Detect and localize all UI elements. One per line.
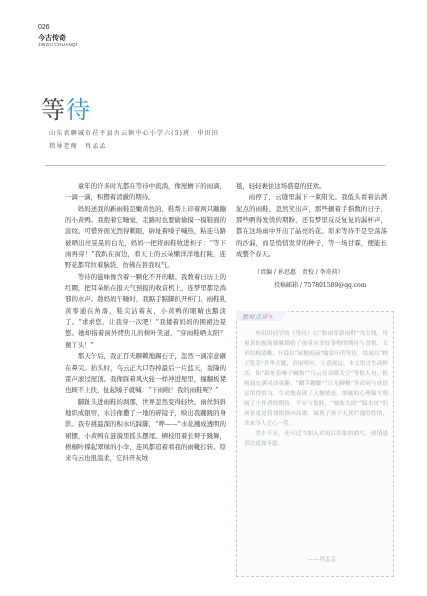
paragraph: 等待的滋味像含着一颗化不开的糖。我数着日历上的红圈，把耳朵贴在报天气预报的收音机上，连梦里都是淌邪的水声。趁妈妈午睡时，我踮手踮脚扒开柜门，雨鞋乳黄零通在角落，鞋尖沾着灰，小黄鸭的眼睛也黯淡了。“求求您，让我穿一次吧！”我搂着妈妈的围裙边晃悠。她却指着窗外烤焦儿的树叶笑道，“穿雨鞋晒太阳？傻丫头！” bbox=[65, 272, 226, 349]
editor-credit: （责编 / 孙思惠 责校 / 李奇荷） bbox=[254, 269, 344, 276]
pen-icon: ✎ bbox=[268, 314, 274, 321]
review-title-text: 教师点评 bbox=[242, 314, 269, 321]
divider bbox=[45, 165, 385, 166]
author-line: 山东省聊城市茌平县古云镇中心小学六(5)班 申田田 bbox=[49, 130, 219, 137]
review-signature: ——肖孟孟 bbox=[308, 557, 336, 563]
paragraph: 那天午后，我正百无聊赖地踢石子，忽然一滴凉意砸在鼻尖。抬头时，乌云正大口吞掉最后一片蓝天，轰隆的雷声滚过屋顶。我像踩着风火轮一样冲进屋里，撞翻板凳也顾不上扶，扯起嗓子就喊：“下雨啦！我的雨鞋呢？” bbox=[65, 352, 226, 395]
page-number: 026 bbox=[38, 24, 50, 31]
review-paragraph: 美中不足，还可适当加入对雨后景象的描写，使情感表达更加丰富。 bbox=[244, 431, 388, 447]
article-title bbox=[41, 97, 91, 123]
paragraph: 毯，轻轻裹住这场盛夏的狂欢。 bbox=[236, 182, 326, 190]
column-pinyin: JINGU CHUANQI bbox=[38, 42, 78, 47]
teacher-line: 指导老师 肖孟孟 bbox=[49, 143, 107, 150]
review-text bbox=[244, 329, 388, 449]
review-paragraph: 申田田同学的《等待》以“盼雨穿新雨鞋”为主线，用童真的视角细腻描绘了孩童对美好事物的期待与喜悦。文章结构清晰，开篇以“屋檐雨滴”喻童年的等待，结尾以“种子发芽”升华主题，首尾呼应，立意深远。本文语言生动鲜活，如“辟址着嗓子喊热”“乌云在吞噬天空”等拟人句，使画面充满灵动童趣；“蹦手蹦脚”“百无聊赖”等动词与成语运用得恰当，生动地表现了人物情态。细腻的心理描写刻画了小作者的期待、不安与雀跃，“倾盆大雨”“踩水坑”的场景更是将情绪推向高潮，展现了孩子天真烂漫的性情，读来令人会心一笑。 bbox=[244, 331, 388, 427]
title-char-2: 待 bbox=[66, 96, 91, 124]
column-name: 今古传奇 bbox=[38, 33, 66, 42]
paragraph: 童年的许多时光都在等待中流淌，像屋檐下的雨滴，一滴一滴，积攒着清澈的期待。 bbox=[65, 182, 226, 202]
article-column-left bbox=[65, 181, 226, 465]
paragraph: 妈妈送我的新雨鞋是嫩黄色的，鞋帮上印着两只蹦蹦的小黄鸭。我抱着它睡觉，走路时也要偷偷摸一摸鞋面的波纹。可惜外面光烈得刺眼，辟址着嗓子喊热，粘连马路被晒出亮晃晃的白光，妈妈一把将雨鞋收进柜子：“等下雨再穿！”我趴在窗边，看天上的云朵懒洋洋地打盹，连野花都耷拉着脑袋，仿佛在替我叹气。 bbox=[65, 204, 226, 270]
paragraph: 雨停了，云缝里漏下一束阳光。我低头看着沾满泥点的雨鞋，忽然笑出声，那些辗着手指数的日子，那些晒得发烫的期盼，还有梦里反反复复的漏杯声，都在这场雨中开出了晶亮的花。原来等待不是空荡荡的沙漏，而是悄悄发芽的种子，等一场甘霖，便能长成整个春天。 bbox=[236, 193, 387, 259]
review-title bbox=[242, 312, 274, 321]
article-column-right bbox=[236, 181, 387, 260]
title-char-1: 等 bbox=[41, 96, 66, 124]
paragraph: 脚趾头进雨鞋的刹那，世界忽然变得轻快，雨丝斜斜地织成银帘，水洼像撒了一地的碎镜子，映出我蹦跳的身影。我专挑最深的积水坑踩脚，“哗——”水花溅成透明的裙摆，小黄鸭在涟漪里摇头摆尾。柳枝用着长辫子跳舞，梧桐叶撑起翠绿的小伞，连风都追着看我的雨靴打转。原来乌云也很温柔，它抖开灰绒 bbox=[65, 397, 226, 463]
submission-email: 投稿邮箱 / 757801589@qq.com bbox=[274, 282, 367, 289]
